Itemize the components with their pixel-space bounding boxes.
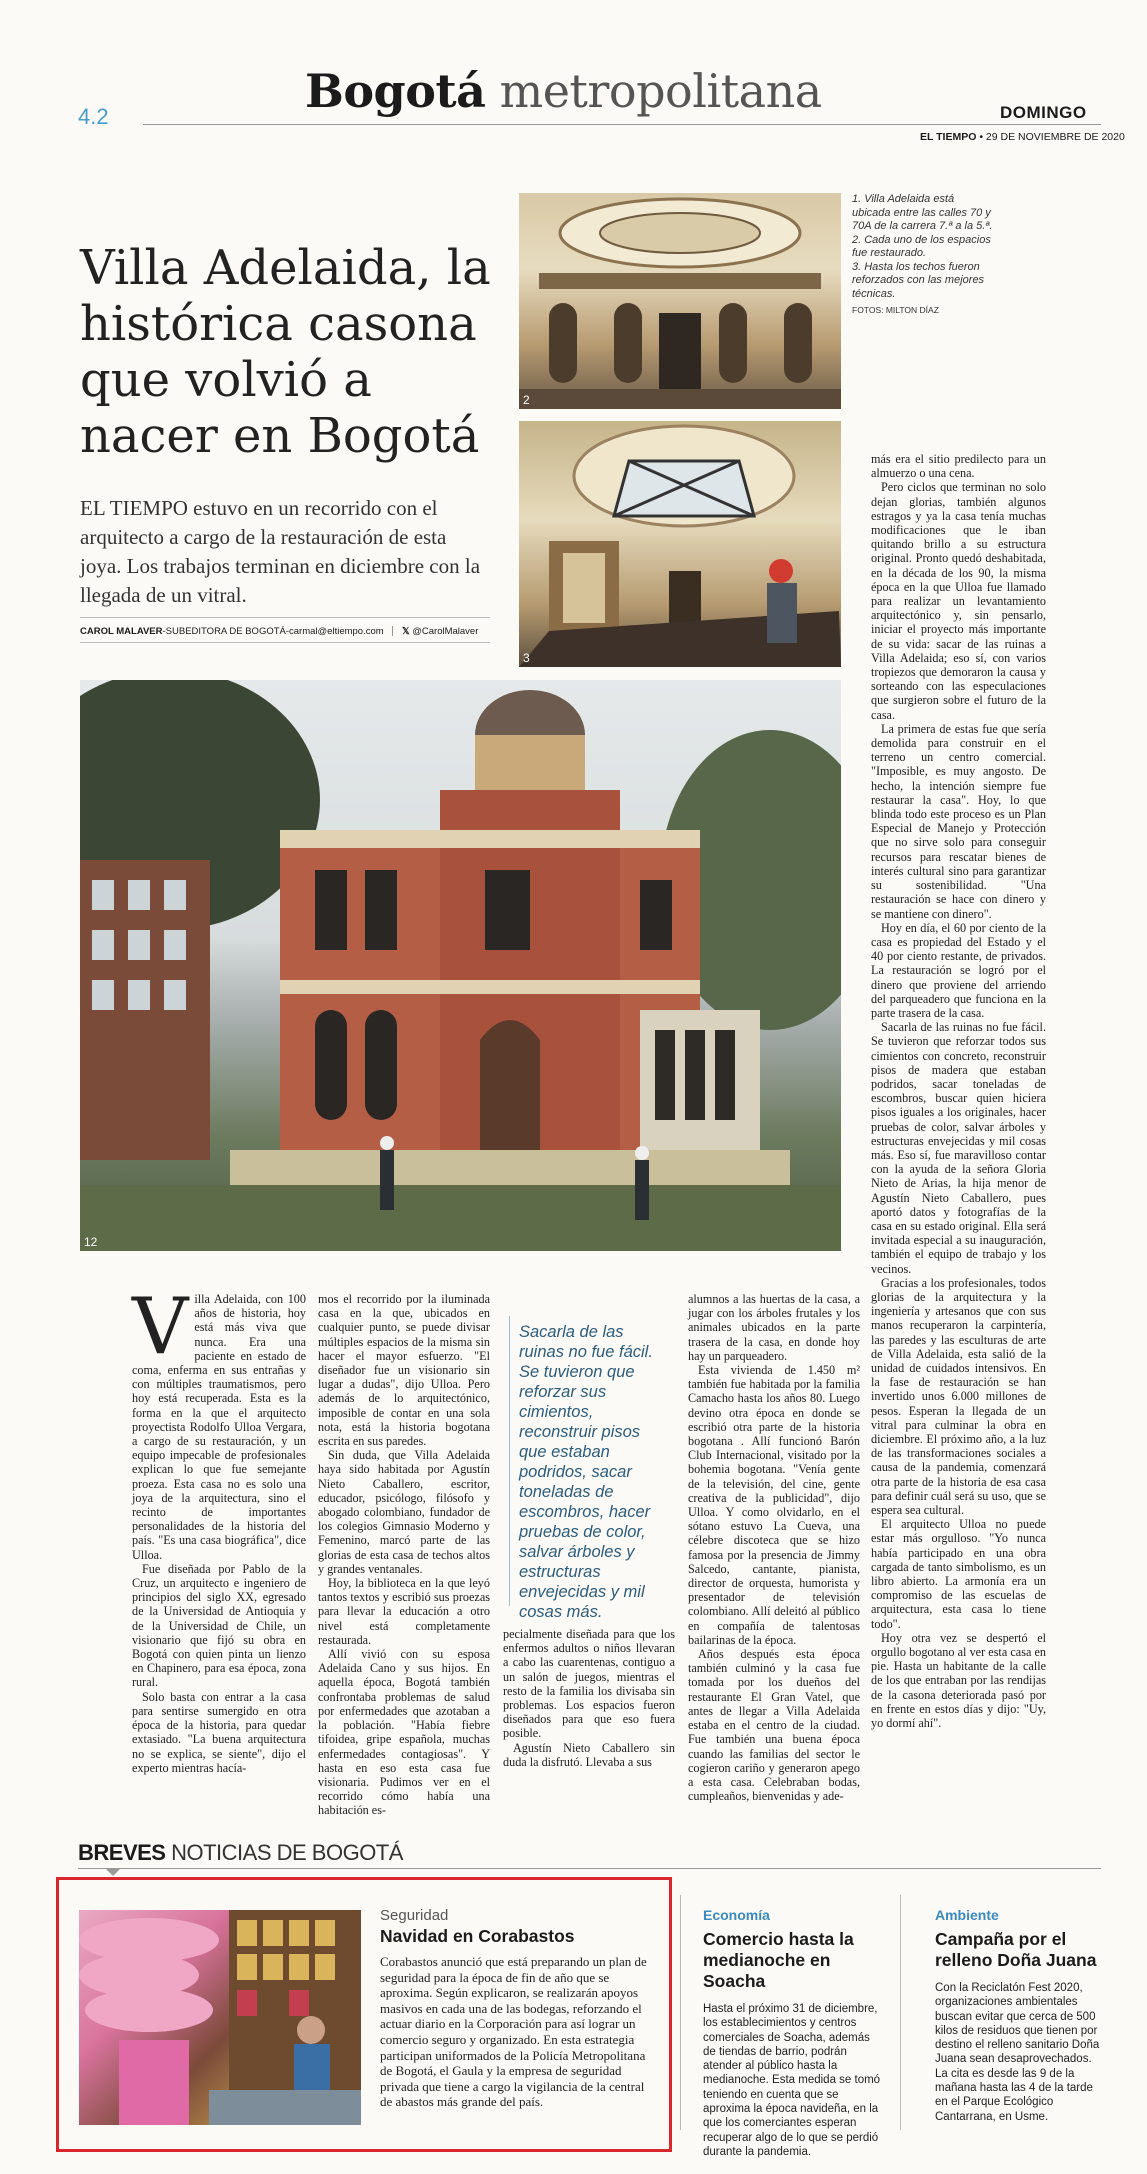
- caption-1: 1. Villa Adelaida está ubicada entre las calles 70 y 70A de la carrera 7.ª a la 5.ª.: [852, 193, 993, 232]
- paragraph: Allí vivió con su esposa Adelaida Cano y sus hijos. En aquella época, Bogotá también confrontaba problemas de salud por enfermedades que azotaban a la población. "Había fiebre tifoidea, gripe española, muchas enfermedades contagiosas". Y hasta en eso esta casa fue visionaria. Pudimos ver en el recorrido cómo había una habitación es-: [318, 1647, 490, 1818]
- breve-item-3: [935, 1907, 1101, 2124]
- breves-title: [78, 1840, 403, 1866]
- breve-headline: Comercio hasta la medianoche en Soacha: [703, 1929, 854, 1991]
- breve-item-1: [380, 1907, 650, 2110]
- breves-rule: [78, 1868, 1101, 1869]
- byline-rule-bottom: [80, 642, 490, 643]
- byline: [80, 626, 478, 637]
- twitter-icon: 𝕏: [401, 626, 410, 637]
- breves-pointer: [106, 1869, 120, 1876]
- section-masthead: [305, 64, 822, 118]
- paragraph: Sin duda, que Villa Adelaida haya sido habitada por Agustín Nieto Caballero, escritor, educador, psicólogo, filósofo y abogado colombiano, fundador de los colegios Gimnasio Moderno y Femenino, marcó parte de las glorias de esta casa de techos altos y grandes ventanales.: [318, 1448, 490, 1576]
- paragraph: Hoy en día, el 60 por ciento de la casa es propiedad del Estado y el 40 por ciento restante, de privados. La restauración se logró por el dinero que proviene del arriendo del parqueadero que funciona en la parte trasera de la casa.: [871, 920, 1046, 1020]
- photo-corabastos: [79, 1910, 361, 2125]
- article-standfirst: EL TIEMPO estuvo en un recorrido con el arquitecto a cargo de la restauración de esta joya. Los trabajos terminan en diciembre con la llegada de un vitral.: [80, 496, 481, 607]
- breve-section: Economía: [703, 1907, 770, 1923]
- masthead-bold: Bogotá: [305, 64, 486, 118]
- caption-3: 3. Hasta los techos fueron reforzados con las mejores técnicas.: [852, 260, 985, 300]
- paragraph: La primera de estas fue que sería demolida para construir en el terreno un centro comercial. "Imposible, es muy angosto. De hecho, la intención siempre fue restaurar la casa". Hoy, lo que blinda todo este proceso es un Plan Especial de Manejo y Protección que no sirve solo para conseguir recursos para rescatar bienes de interés cultural sino para garantizar su sostenibilidad. "Una restauración se hace con dinero y se mantiene con dinero".: [871, 721, 1046, 921]
- breves-title-light: NOTICIAS DE BOGOTÁ: [171, 1840, 403, 1865]
- photo-number-3: 3: [523, 651, 530, 665]
- paragraph: illa Adelaida, con 100 años de historia, hoy está más viva que nunca. Era una paciente en estado de coma, enferma en sus entrañas y con múltiples traumatismos, pero hoy está recuperada. Esta es la forma en la que el arquitecto proyectista Rodolfo Ulloa Vergara, a cargo de su restauración, y un equipo impecable de profesionales explican lo que fue semejante proeza. Esta casa no es solo una joya de la arquitectura, sino el recinto de importantes personalidades de la historia del país. "Es una casa biográfica", dice Ulloa.: [132, 1292, 306, 1562]
- photo-facade: [80, 680, 841, 1251]
- dateline-date: • 29 DE NOVIEMBRE DE 2020: [979, 131, 1125, 143]
- byline-social: @CarolMalaver: [412, 626, 479, 637]
- article-headline: Villa Adelaida, la histórica casona que volvió a nacer en Bogotá: [80, 240, 491, 464]
- page-number: 4.2: [78, 104, 109, 129]
- byline-rule-top: [80, 617, 490, 618]
- masthead-light: metropolitana: [499, 64, 822, 118]
- pull-quote: Sacarla de las ruinas no fue fácil. Se tuvieron que reforzar sus cimientos, reconstruir pisos que estaban podridos, sacar toneladas de escombros, hacer pruebas de color, salvar árboles y estructuras envejecidas y mil cosas más.: [519, 1323, 653, 1621]
- paragraph: Esta vivienda de 1.450 m² también fue habitada por la familia Camacho hasta los años 80. Luego devino otra época en donde se escribió otra parte de la historia bogotana . Allí funcionó Barón Club Internacional, visitado por la bohemia bogotana. "Venía gente de la televisión, del cine, gente creativa de la publicidad", dijo Ulloa. Y como olvidarlo, en el sótano estuvo La Cueva, una célebre discoteca que se hizo famosa por la presencia de Jimmy Salcedo, cantante, pianista, director de orquesta, humorista y presentador de televisión colombiano. Allí deleitó al público en compañía de talentosas bailarinas de la época.: [688, 1363, 860, 1647]
- day-label: DOMINGO: [1000, 103, 1087, 122]
- paragraph: pecialmente diseñada para que los enfermos adultos o niños llevaran a cabo las cuarentenas, contiguo a un salón de juegos, mientras el resto de la familia los divisaba sin problemas. Los espacios fueron diseñados para que eso fuera posible.: [503, 1627, 675, 1741]
- dateline: [920, 131, 1125, 143]
- breve-headline: Campaña por el relleno Doña Juana: [935, 1929, 1097, 1970]
- skylight-illustration: [519, 421, 841, 667]
- article-column-4: [688, 1292, 860, 1803]
- byline-role: -SUBEDITORA DE BOGOTÁ-carmal@eltiempo.com: [162, 626, 384, 637]
- photo-skylight: [519, 421, 841, 667]
- drop-cap: V: [132, 1282, 189, 1372]
- dateline-paper: EL TIEMPO: [920, 131, 977, 143]
- breves-title-bold: BREVES: [78, 1840, 166, 1865]
- paragraph: alumnos a las huertas de la casa, a jugar con los árboles frutales y los animales ubicados en la parte trasera de la casa, en donde hoy hay un parqueadero.: [688, 1292, 860, 1363]
- pull-quote-rule: [509, 1316, 510, 1606]
- article-column-5: [871, 452, 1046, 1730]
- interior-illustration: [519, 193, 841, 409]
- paragraph: Gracias a los profesionales, todos glorias de la arquitectura y la ingeniería y artesanos que con sus manos recuperaron la carpintería, las paredes y las esculturas de arte de Villa Adelaida, esta salió de la unidad de cuidados intensivos. En la fase de restauración se han invertido unos 6.000 millones de pesos. Esperan la llegada de un vitral para culminar la obra en diciembre. El próximo año, a la luz de las transformaciones sociales a causa de la pandemia, comenzará otra parte de la historia de esa casa para definir cuál será su uso, que se espera sea cultural.: [871, 1275, 1046, 1518]
- market-illustration: [79, 1910, 361, 2125]
- paragraph: Hoy otra vez se despertó el orgullo bogotano al ver esta casa en pie. Hasta un habitante de la calle de los que entraban por las rendijas de la casona deteriorada pasó por en frente en estos días y dijo: "Uy, yo dormí ahí".: [871, 1630, 1046, 1731]
- paragraph: Años después esta época también culminó y la casa fue tomada por los dueños del restaurante El Gran Vatel, que antes de llegar a Villa Adelaida estaba en el centro de la ciudad. Fue también una buena época cuando las familias del sector le cogieron cariño y generaron apego a esta casa. Celebraban bodas, cumpleaños, bienvenidas y ade-: [688, 1647, 860, 1804]
- paragraph: Sacarla de las ruinas no fue fácil. Se tuvieron que reforzar todos sus cimientos con concreto, reconstruir pisos de madera que estaban podridos, sacar toneladas de escombros, buscar quien hiciera pisos iguales a los originales, hacer pruebas de color, salvar árboles y estructuras envejecidas y mil cosas más. Eso sí, fue maravilloso contar con la ayuda de la señora Gloria Nieto de Arias, la hija menor de Agustín Nieto Caballero, pues aportó datos y fotografías de la casa en su estado original. Ella será invitada especial a su inauguración, también el equipo de trabajo y los vecinos.: [871, 1020, 1046, 1276]
- breve-item-2: [703, 1907, 883, 2159]
- photo-number-12: 12: [84, 1235, 98, 1249]
- breve-body: Con la Reciclatón Fest 2020, organizaciones ambientales buscan evitar que cerca de 500 kilos de residuos que tienen por destino el relleno sanitario Doña Juana sean desaprovechados. La cita es desde las 9 de la mañana hasta las 4 de la tarde en el Parque Ecológico Cantarrana, en Usme.: [935, 1982, 1100, 2123]
- breve-section: Seguridad: [380, 1907, 449, 1924]
- paragraph: Fue diseñada por Pablo de la Cruz, un arquitecto e ingeniero de principios del siglo XX, egresado de la Universidad de Antioquia y de la Universidad de Chile, un visionario que fijó su obra en Bogotá con quien pinta un lienzo en Chapinero, para esa época, zona rural.: [132, 1561, 306, 1690]
- breves-divider: [680, 1895, 681, 2130]
- breve-headline: Navidad en Corabastos: [380, 1926, 575, 1946]
- paragraph: Solo basta con entrar a la casa para sentirse sumergido en otra época de la historia, para quedar extasiado. "La buena arquitectura no se explica, se siente", dijo el experto mientras hacía-: [132, 1689, 306, 1775]
- breve-body: Corabastos anunció que está preparando un plan de seguridad para la época de fin de año que se aproxima. Según explicaron, se realizarán apoyos masivos en cada una de las bodegas, reforzando el actuar diario en la Corporación para así lograr un comercio seguro y organizado. En esta estrategia participan uniformados de la Policía Metropolitana de Bogotá, el Gaula y la empresa de seguridad privada que tiene a cargo la vigilancia de la central de abastos más grande del país.: [380, 1954, 647, 2110]
- photo-number-2: 2: [523, 393, 530, 407]
- photo-interior-dome: [519, 193, 841, 409]
- paragraph: El arquitecto Ulloa no puede estar más orgulloso. "Yo nunca había participado en una obra cargada de tanto simbolismo, es un libro abierto. La armonía era un compromiso de las escuelas de arquitectura, esta casa lo tiene todo".: [871, 1517, 1046, 1631]
- paragraph: más era el sitio predilecto para un almuerzo o una cena.: [871, 452, 1046, 481]
- article-column-1: [132, 1282, 306, 1775]
- header-rule: [143, 124, 1101, 125]
- paragraph: mos el recorrido por la iluminada casa en la que, ubicados en cualquier punto, se puede divisar múltiples espacios de la misma sin hacer el mayor esfuerzo. "El diseñador fue un visionario sin lugar a dudas", dijo Ulloa. Pero además de lo arquitectónico, imposible de contar en una sola nota, está la historia bogotana escrita en sus paredes.: [318, 1292, 490, 1449]
- paragraph: Pero ciclos que terminan no solo dejan glorias, también algunos estragos y ya la casa tenía muchas modificaciones que le iban quitando brillo a su estructura original. Pronto quedó deshabitada, en la década de los 90, la misma época en la que Ulloa fue llamado para realizar un levantamiento arquitectónico y, sin pensarlo, iniciar el proyecto más importante de su vida: sacar de las ruinas a Villa Adelaida; eso sí, con varios tropiezos que demoraron la causa y sorteando con las especulaciones que surgieron sobre el futuro de la casa.: [871, 480, 1046, 722]
- paragraph: Agustín Nieto Caballero sin duda la disfrutó. Llevaba a sus: [503, 1740, 675, 1769]
- photo-credit: FOTOS: MILTON DÍAZ: [852, 305, 939, 315]
- photo-captions: [852, 193, 994, 318]
- article-column-2: [318, 1292, 490, 1818]
- breve-body: Hasta el próximo 31 de diciembre, los establecimientos y centros comerciales de Soacha, además de tiendas de barrio, podrán atender al público hasta la medianoche. Esta medida se tomó teniendo en cuenta que se aproxima la época navideña, en la que los comerciantes esperan recuperar algo de lo que se perdió durante la pandemia.: [703, 2003, 881, 2158]
- breves-divider: [900, 1895, 901, 2130]
- caption-2: 2. Cada uno de los espacios fue restaurado.: [852, 233, 991, 259]
- breve-section: Ambiente: [935, 1907, 999, 1923]
- article-column-3: [503, 1627, 675, 1769]
- byline-name: CAROL MALAVER: [80, 626, 163, 637]
- paragraph: Hoy, la biblioteca en la que leyó tantos textos y escribió sus proezas para llevar la educación a otro nivel está completamente restaurada.: [318, 1576, 490, 1647]
- facade-illustration: [80, 680, 841, 1251]
